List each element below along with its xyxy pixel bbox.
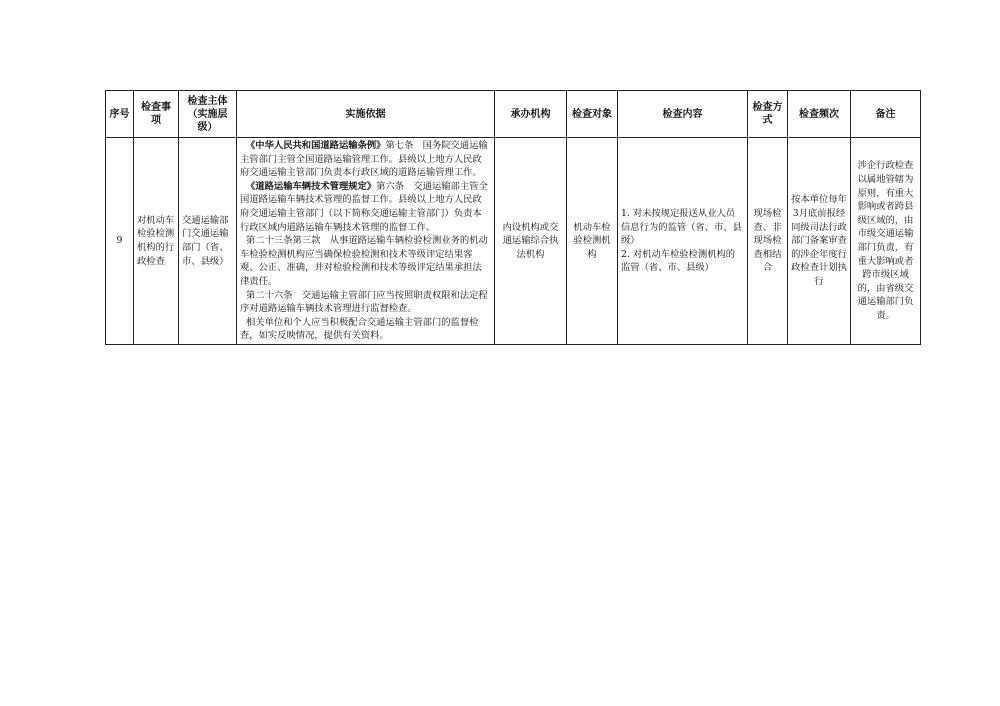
cell-method: 现场检查、非现场检查相结合 [748,138,788,345]
cell-basis [237,138,495,345]
cell-note: 涉企行政检查以属地管辖为原则，有重大影响或者跨县级区域的，由市级交通运输部门负责，有重大影响或者跨市级区域的，由省级交通运输部门负责。 [851,138,921,345]
basis-text: 第六条 交通运输部主管全国道路运输车辆技术管理的监督工作。县级以上地方人民政府交通运输主管部门（以下简称交通运输主管部门）负责本行政区域内道路运输车辆技术管理的监督工作。 [240,180,488,233]
header-method: 检查方式 [748,91,788,138]
basis-paragraph [240,316,491,343]
header-freq: 检查频次 [788,91,851,138]
header-basis: 实施依据 [237,91,495,138]
cell-content [618,138,748,345]
basis-text: 第二十六条 交通运输主管部门应当按照职责权限和法定程序对道路运输车辆技术管理进行监督检查。 [240,289,488,315]
basis-law-title: 《道路运输车辆技术管理规定》 [246,180,377,192]
header-row [106,91,921,138]
basis-paragraph [240,180,491,234]
header-content: 检查内容 [618,91,748,138]
header-object: 检查对象 [567,91,618,138]
basis-paragraph [240,289,491,316]
header-note: 备注 [851,91,921,138]
cell-freq: 按本单位每年3月底前报经同级司法行政部门备案审查的涉企年度行政检查计划执行 [788,138,851,345]
cell-org: 内设机构或交通运输综合执法机构 [495,138,567,345]
basis-text: 相关单位和个人应当积极配合交通运输主管部门的监督检查，如实反映情况，提供有关资料。 [240,316,479,342]
content-item: 2. 对机动车检验检测机构的监管（省、市、县级） [621,248,736,274]
header-item: 检查事项 [134,91,179,138]
header-subject: 检查主体（实施层级） [179,91,237,138]
cell-item: 对机动车检验检测机构的行政检查 [134,138,179,345]
cell-object: 机动车检验检测机构 [567,138,618,345]
basis-paragraph [240,234,491,288]
cell-seq: 9 [106,138,134,345]
inspection-table [105,90,921,345]
cell-subject: 交通运输部门交通运输部门（省、市、县级） [179,138,237,345]
header-seq: 序号 [106,91,134,138]
basis-text: 第二十三条第三款 从事道路运输车辆检验检测业务的机动车检验检测机构应当确保检验检测和技术等级评定结果客观、公正、准确，并对检验检测和技术等级评定结果承担法律责任。 [240,235,488,287]
basis-text: 第七条 国务院交通运输主管部门主管全国道路运输管理工作。县级以上地方人民政府交通运输主管部门负责本行政区域的道路运输管理工作。 [240,140,488,179]
basis-law-title: 《中华人民共和国道路运输条例》 [246,140,386,151]
header-org: 承办机构 [495,91,567,138]
content-item: 1. 对未按规定报送从业人员信息行为的监管（省、市、县级） [621,207,742,247]
basis-paragraph [240,139,491,180]
table-row [106,138,921,345]
